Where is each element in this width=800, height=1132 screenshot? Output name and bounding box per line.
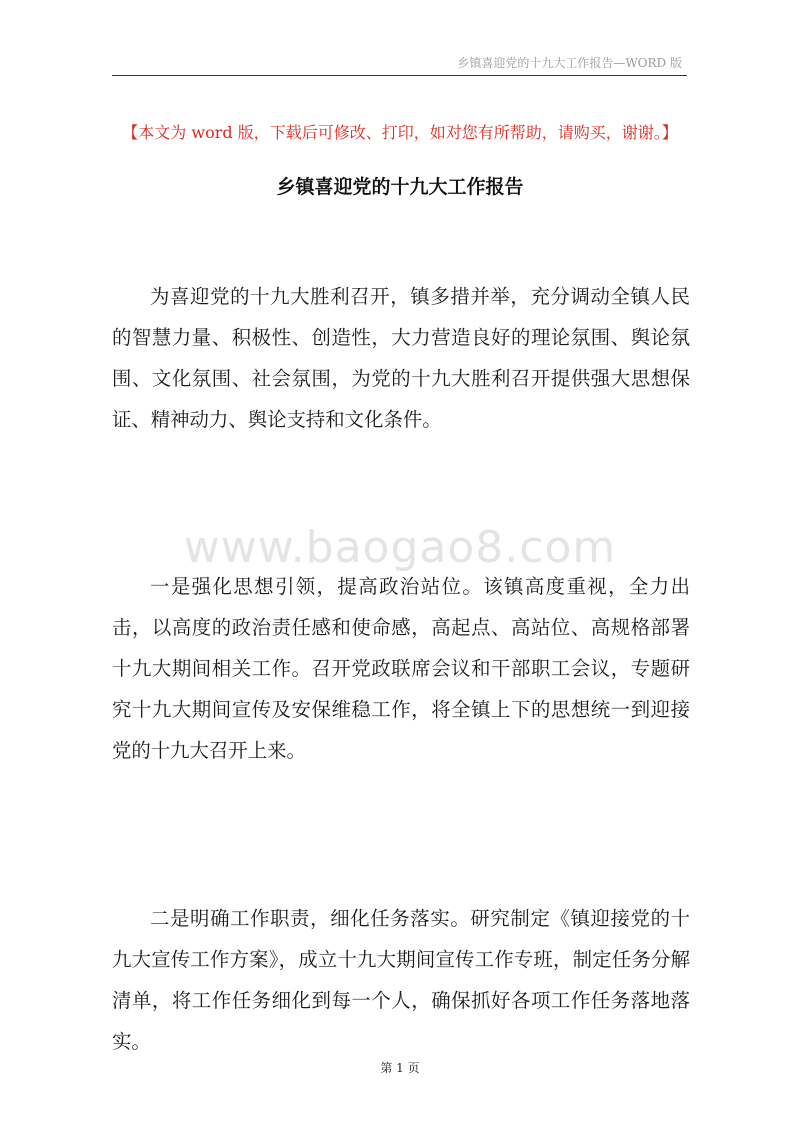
- site-watermark: www.baogao8.com: [183, 522, 617, 573]
- running-header: 乡镇喜迎党的十九大工作报告—WORD 版: [457, 56, 682, 70]
- document-title: 乡镇喜迎党的十九大工作报告: [276, 176, 524, 198]
- page-number: 第 1 页: [380, 1061, 420, 1075]
- purchase-notice: 【本文为 word 版，下载后可修改、打印，如对您有所帮助，请购买，谢谢。】: [122, 123, 678, 142]
- paragraph-first-point: 一是强化思想引领，提高政治站位。该镇高度重视，全力出击，以高度的政治责任感和使命感，高起点、高站位、高规格部署十九大期间相关工作。召开党政联席会议和干部职工会议，专题研究十九大期间宣传及安保维稳工作，将全镇上下的思想统一到迎接党的十九大召开上来。: [112, 575, 690, 762]
- paragraph-intro: 为喜迎党的十九大胜利召开，镇多措并举，充分调动全镇人民的智慧力量、积极性、创造性，大力营造良好的理论氛围、舆论氛围、文化氛围、社会氛围，为党的十九大胜利召开提供强大思想保证、精神动力、舆论支持和文化条件。: [112, 285, 690, 431]
- header-divider: [112, 75, 687, 76]
- paragraph-second-point: 二是明确工作职责，细化任务落实。研究制定《镇迎接党的十九大宣传工作方案》，成立十九大期间宣传工作专班，制定任务分解清单，将工作任务细化到每一个人，确保抓好各项工作任务落地落实。: [112, 907, 690, 1053]
